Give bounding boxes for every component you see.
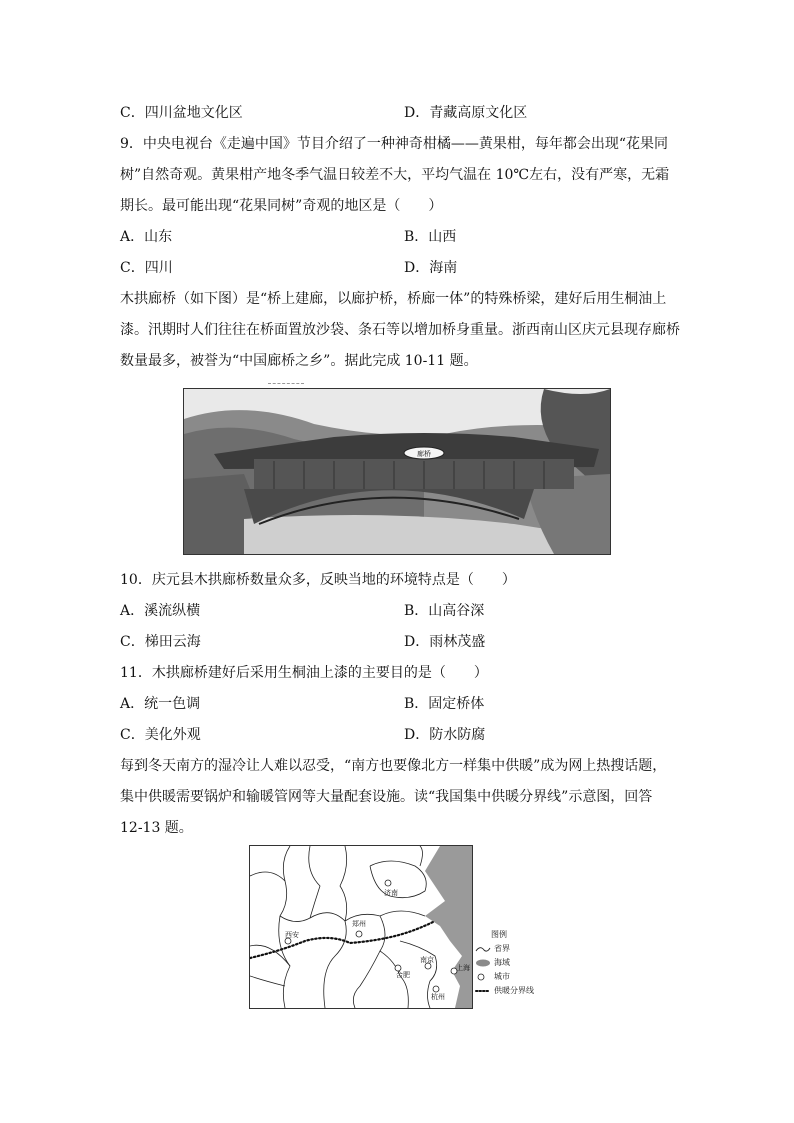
map-legend	[475, 928, 534, 998]
bridge-passage-line3: 数量最多，被誉为“中国廊桥之乡”。据此完成 10-11 题。	[120, 353, 478, 369]
legend-item-heating-line: 供暖分界线	[475, 984, 534, 998]
heating-passage-line2: 集中供暖需要锅炉和输暖管网等大量配套设施。读“我国集中供暖分界线”示意图，回答	[120, 789, 653, 805]
heating-passage-line1: 每到冬天南方的湿冷让人难以忍受，“南方也要像北方一样集中供暖”成为网上热搜话题，	[120, 758, 667, 774]
q10-option-b: B．山高谷深	[404, 603, 485, 619]
dash-mark	[268, 383, 304, 384]
legend-item-city: 城市	[475, 970, 534, 984]
city-marker-icon	[475, 973, 491, 981]
city-label-hefei: 合肥	[396, 971, 410, 979]
bridge-sign: 廊桥	[417, 450, 431, 458]
city-label-nanjing: 南京	[420, 956, 434, 964]
q9-stem-line2: 树”自然奇观。黄果柑产地冬季气温日较差不大，平均气温在 10℃左右，没有严寒，无霜	[120, 167, 670, 183]
q9-stem-line1: 9．中央电视台《走遍中国》节目介绍了一种神奇柑橘——黄果柑，每年都会出现“花果同	[120, 136, 669, 152]
city-label-shanghai: 上海	[456, 964, 470, 972]
q9-option-b: B．山西	[404, 229, 457, 245]
city-label-hangzhou: 杭州	[431, 993, 445, 1001]
bridge-photo	[183, 388, 611, 555]
heating-line-icon	[475, 987, 491, 995]
bridge-passage-line2: 漆。汛期时人们往往在桥面置放沙袋、条石等以增加桥身重量。浙西南山区庆元县现存廊桥	[120, 322, 680, 338]
legend-item-boundary: 省界	[475, 942, 534, 956]
q10-stem: 10．庆元县木拱廊桥数量众多，反映当地的环境特点是（ ）	[120, 572, 516, 588]
legend-item-sea: 海域	[475, 956, 534, 970]
q10-option-d: D．雨林茂盛	[404, 634, 486, 650]
province-boundary-icon	[475, 945, 491, 953]
q11-option-c: C．美化外观	[120, 727, 201, 743]
q11-option-a: A．统一色调	[120, 696, 201, 712]
q9-option-c: C．四川	[120, 260, 173, 276]
q11-option-d: D．防水防腐	[404, 727, 486, 743]
bridge-passage-line1: 木拱廊桥（如下图）是“桥上建廊，以廊护桥，桥廊一体”的特殊桥梁，建好后用生桐油上	[120, 291, 667, 307]
q8-option-c: C．四川盆地文化区	[120, 105, 243, 121]
q11-stem: 11．木拱廊桥建好后采用生桐油上漆的主要目的是（ ）	[120, 665, 488, 681]
city-label-xian: 西安	[285, 931, 299, 939]
heating-passage-line3: 12-13 题。	[120, 820, 193, 836]
city-label-zhengzhou: 郑州	[352, 920, 366, 928]
q8-option-d: D．青藏高原文化区	[404, 105, 528, 121]
q9-option-d: D．海南	[404, 260, 458, 276]
q11-option-b: B．固定桥体	[404, 696, 485, 712]
heating-boundary-map	[249, 845, 473, 1009]
city-label-jinan: 济南	[384, 889, 398, 897]
q9-stem-line3: 期长。最可能出现“花果同树”奇观的地区是（ ）	[120, 198, 443, 214]
q10-option-a: A．溪流纵横	[120, 603, 201, 619]
q10-option-c: C．梯田云海	[120, 634, 201, 650]
sea-area-icon	[475, 959, 491, 967]
legend-title: 图例	[491, 930, 507, 939]
q9-option-a: A．山东	[120, 229, 173, 245]
